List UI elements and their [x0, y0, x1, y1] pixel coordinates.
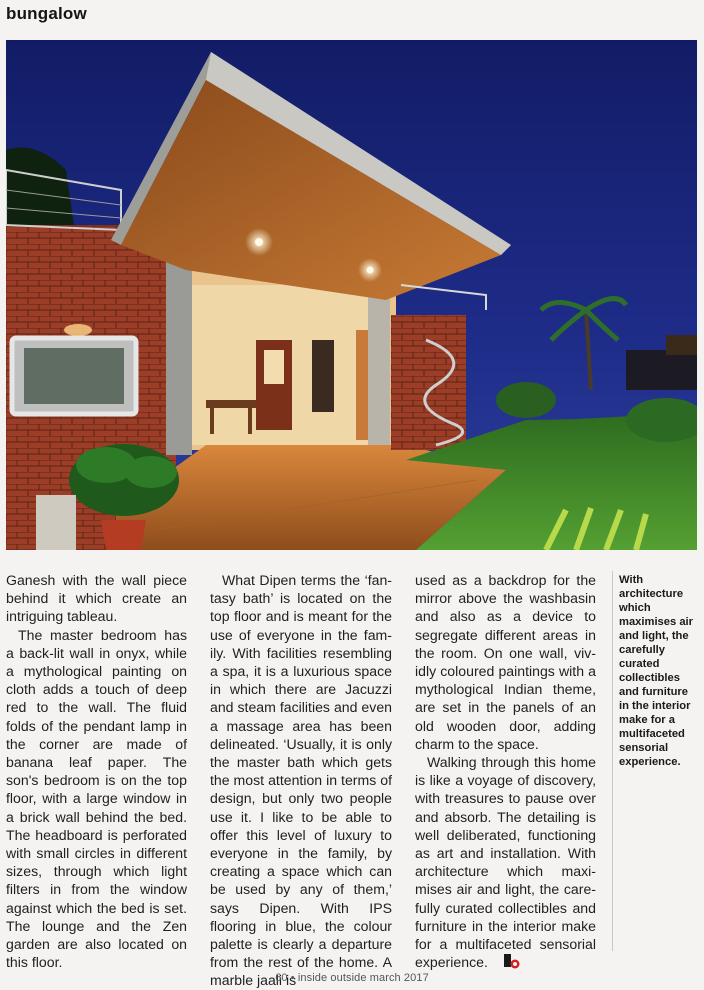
page-footer: 60 • inside outside march 2017: [275, 972, 429, 984]
article-column-3: [415, 571, 596, 971]
end-of-article-icon: [492, 954, 508, 969]
paragraph: What Dipen terms the ‘fantasy bath’ is located on the top floor and is meant for the use of everyone in the family. With facilities resembling a spa, it is a luxurious space in which there are Jacuzzi and steam facilities and even a massage area has been delineated. ‘Usually, it is only the master bath which gets the most attention in terms of design, but only two people use it. I like to be able to offer this level of luxury to everyone in the family, by creating a space which can be used by any of them,’ says Dipen. With IPS flooring in blue, the colour palette is clearly a departure from the rest of the home. A marble jaali is: [210, 572, 392, 989]
article-column-1: [6, 571, 187, 971]
bungalow-photo: [6, 40, 697, 550]
paragraph: The master bedroom has a back-lit wall in onyx, while a mythological painting on cloth adds a touch of deep red to the wall. The fluid folds of the pendant lamp in the corner are made of banana leaf paper. The son's bedroom is on the top floor, with a large window in a brick wall behind the bed. The headboard is perforated with small circles in different sizes, through which light filters in from the window against which the bed is set. The lounge and the Zen garden are also located on this floor.: [6, 626, 187, 971]
article-column-2: [210, 571, 392, 990]
paragraph: Ganesh with the wall piece behind it which create an intriguing tableau.: [6, 572, 187, 625]
column-divider: [612, 571, 613, 951]
paragraph-text: Walking through this home is like a voyage of discovery, with treasures to pause over and absorb. The detailing is well deliberated, functioning as art and installation. With architecture which maximises air and light, the carefully curated collectibles and furniture in the interior make for a multifaceted sensorial experience.: [415, 754, 596, 971]
paragraph-final: [415, 753, 596, 971]
paragraph: used as a backdrop for the mirror above the washbasin and also as a device to segregate different areas in the room. On one wall, vividly coloured paintings with a mythological Indian theme, are set in the panels of an old wooden door, adding charm to the space.: [415, 572, 596, 752]
section-label: bungalow: [6, 4, 87, 23]
pull-quote: With architecture which maximises air and light, the carefully curated collectibles and furniture in the interior make for a multifaceted sensorial experience.: [619, 574, 694, 768]
